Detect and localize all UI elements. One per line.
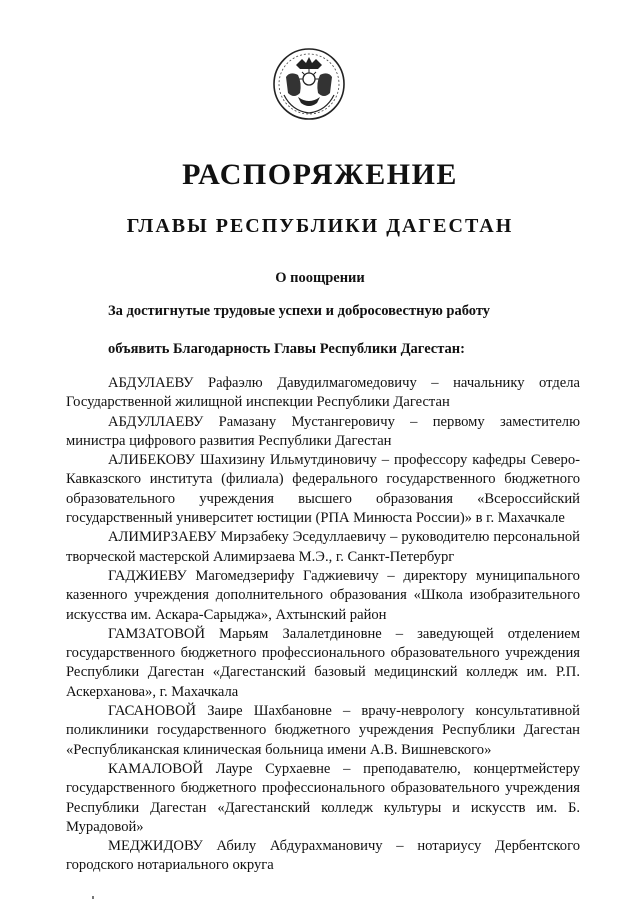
awards-list [66, 374, 580, 876]
scan-speck [92, 896, 94, 899]
award-name: ГАМЗАТОВОЙ Марьям Залалетдиновне [108, 625, 382, 642]
intro-line-2: объявить Благодарность Главы Республики Дагестан: [108, 341, 465, 357]
award-name: МЕДЖИДОВУ Абилу Абдурахмановичу [108, 838, 383, 855]
document-subtitle: ГЛАВЫ РЕСПУБЛИКИ ДАГЕСТАН [126, 215, 514, 237]
intro-line-1: За достигнутые трудовые успехи и добросовестную работу [108, 303, 491, 319]
award-item [66, 413, 580, 452]
award-text: – заведующей отделением государственного бюджетного профессионального образовательного учреждения Республики Дагестан «Дагестанский базовый медицинский колледж им. Р.П. Аскерханова», г. Махачкала [66, 625, 580, 700]
document-title: РАСПОРЯЖЕНИЕ [182, 158, 458, 191]
award-item [66, 760, 580, 837]
award-text: – начальнику отдела Государственной жилищной инспекции Республики Дагестан [66, 375, 580, 411]
award-text: – первому заместителю министра цифрового развития Республики Дагестан [66, 413, 580, 449]
award-text: – профессору кафедры Северо-Кавказского института (филиала) федерального государственного бюджетного образовательного учреждения высшего образования «Всероссийский государственный университет юстиции (РПА Минюста России)» в г. Махачкале [66, 452, 580, 527]
award-name: АЛИБЕКОВУ Шахизину Ильмутдиновичу [108, 452, 377, 469]
award-text: – преподавателю, концертмейстеру государственного бюджетного профессионального образовательного учреждения Республики Дагестан «Дагестанский колледж культуры и искусств им. Б. Мурадовой» [66, 760, 580, 835]
award-name: АБДУЛАЕВУ Рафаэлю Давудилмагомедовичу [108, 375, 417, 391]
document-subject: О поощрении [275, 270, 365, 286]
award-name: ГАДЖИЕВУ Магомедзерифу Гаджиевичу [108, 567, 379, 584]
award-item [66, 567, 580, 625]
award-name: АБДУЛЛАЕВУ Рамазану Мустангеровичу [108, 413, 395, 430]
award-name: КАМАЛОВОЙ Лауре Сурхаевне [108, 760, 331, 777]
award-text: – директору муниципального казенного учреждения дополнительного образования «Школа изобразительного искусства им. Аскара-Сарыджа», Ахтынский район [66, 567, 580, 623]
award-name: АЛИМИРЗАЕВУ Мирзабеку Эседуллаевичу [108, 529, 387, 546]
award-name: ГАСАНОВОЙ Заире Шахбановне [108, 703, 332, 720]
award-item [66, 528, 580, 567]
award-item [66, 837, 580, 876]
award-item [66, 451, 580, 528]
award-text: – нотариусу Дербентского городского нотариального округа [66, 838, 580, 874]
coat-of-arms-icon [272, 47, 346, 121]
award-item [66, 374, 580, 413]
award-text: – руководителю персональной творческой мастерской Алимирзаева М.Э., г. Санкт-Петербург [66, 529, 580, 565]
award-item [66, 625, 580, 702]
award-text: – врачу-неврологу консультативной поликлиники государственного бюджетного учреждения Республики Дагестан «Республиканская клиническая больница имени А.В. Вишневского» [66, 703, 580, 758]
award-item [66, 702, 580, 760]
